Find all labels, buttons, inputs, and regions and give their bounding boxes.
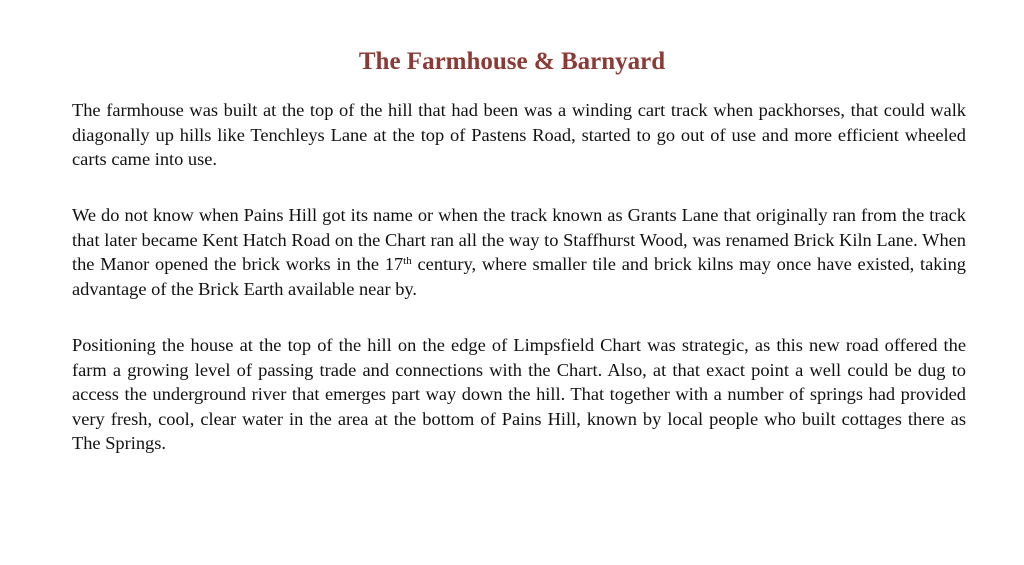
- paragraph-text: Positioning the house at the top of the hill on the edge of Limpsfield Chart was strategic, as this new road offered the farm a growing level of passing trade and connections with the Chart. Also, at that exact point a well could be dug to access the underground river that emerges part way down the hill. That together with a number of springs had provided very fresh, cool, clear water in the area at the bottom of Pains Hill, known by local people who built cottages there as The Springs.: [72, 335, 966, 454]
- paragraph-pains-hill: [72, 203, 966, 301]
- paragraph-farmhouse: [72, 98, 966, 172]
- paragraph-text-after: century, where smaller tile and brick kilns may once have existed, taking advantage of the Brick Earth available near by.: [72, 254, 966, 299]
- ordinal-superscript: th: [403, 255, 412, 268]
- paragraph-text-before: We do not know when Pains Hill got its name or when the track known as Grants Lane that originally ran from the track that later became Kent Hatch Road on the Chart ran all the way to Staffhurst Wood, was renamed Brick Kiln Lane. When the Manor opened the brick works in the 17: [72, 205, 966, 275]
- paragraph-positioning: [72, 333, 966, 456]
- page-title: The Farmhouse & Barnyard: [358, 48, 666, 75]
- paragraph-text: The farmhouse was built at the top of the hill that had been was a winding cart track when packhorses, that could walk diagonally up hills like Tenchleys Lane at the top of Pastens Road, started to go out of use and more efficient wheeled carts came into use.: [72, 100, 966, 170]
